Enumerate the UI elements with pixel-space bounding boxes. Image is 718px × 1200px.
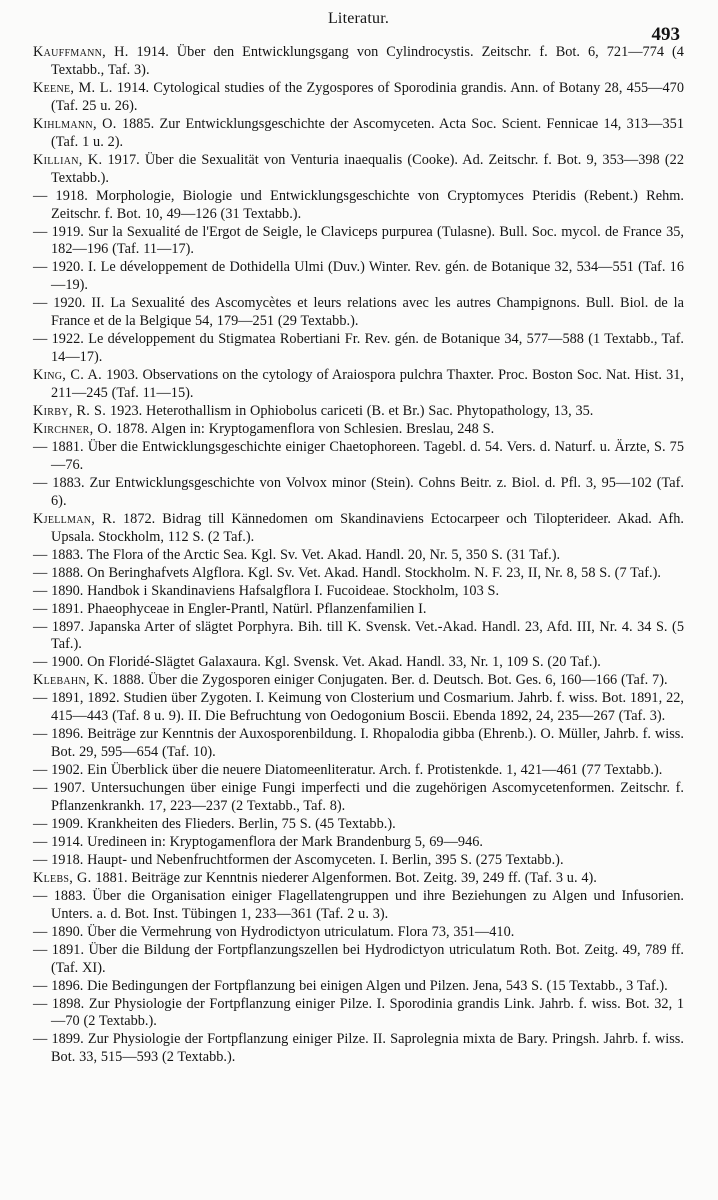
reference-entry (33, 816, 684, 834)
reference-entry (33, 475, 684, 511)
reference-text: 1888. Über die Zygosporen einiger Conjugaten. Ber. d. Deutsch. Bot. Ges. 6, 160—166 (Taf. 7). (108, 672, 668, 689)
reference-text: — 1891. Über die Bildung der Fortpflanzungszellen bei Hydrodictyon utriculatum Roth. Bot. Zeitg. 49, 789 ff. (Taf. XI). (33, 941, 684, 976)
reference-entry (33, 224, 684, 260)
reference-author: Killian, K. (33, 151, 103, 168)
reference-text: — 1914. Uredineen in: Kryptogamenflora der Mark Brandenburg 5, 69—946. (33, 833, 484, 850)
reference-text: — 1890. Über die Vermehrung von Hydrodictyon utriculatum. Flora 73, 351—410. (33, 923, 515, 940)
reference-entry (33, 403, 684, 421)
reference-text: 1872. Bidrag till Kännedomen om Skandinaviens Ectocarpeer och Tilopterideer. Akad. Afh. Upsala. Stockholm, 112 S. (2 Taf.). (51, 510, 684, 545)
reference-text: — 1900. On Floridé-Slägtet Galaxaura. Kgl. Svensk. Vet. Akad. Handl. 33, Nr. 1, 109 S. (20 Taf.). (33, 654, 601, 671)
reference-author: Kauffmann, H. (33, 44, 129, 60)
reference-entry (33, 547, 684, 565)
reference-entry (33, 654, 684, 672)
page-header (33, 0, 684, 44)
reference-text: — 1891, 1892. Studien über Zygoten. I. Keimung von Closterium und Cosmarium. Jahrb. f. wiss. Bot. 1891, 22, 415—443 (Taf. 8 u. 9). II. Die Befruchtung von Oedogonium Boscii. Ebenda 1892, 24, 235—267 (Taf. 3). (33, 690, 684, 725)
reference-text: — 1896. Die Bedingungen der Fortpflanzung bei einigen Algen und Pilzen. Jena, 543 S. (15 Textabb., 3 Taf.). (33, 977, 668, 994)
reference-text: — 1922. Le développement du Stigmatea Robertiani Fr. Rev. gén. de Botanique 34, 577—588 (1 Textabb., Taf. 14—17). (33, 331, 684, 366)
reference-entry (33, 942, 684, 978)
reference-entry (33, 188, 684, 224)
reference-text: 1885. Zur Entwicklungsgeschichte der Ascomyceten. Acta Soc. Scient. Fennicae 14, 313—351 (Taf. 1 u. 2). (51, 115, 684, 150)
reference-text: 1878. Algen in: Kryptogamenflora von Schlesien. Breslau, 248 S. (111, 421, 495, 438)
reference-entry (33, 619, 684, 655)
reference-text: — 1881. Über die Entwicklungsgeschichte einiger Chaetophoreen. Tagebl. d. 54. Vers. d. Naturf. u. Ärzte, S. 75—76. (33, 438, 684, 473)
reference-entry (33, 978, 684, 996)
reference-text: 1881. Beiträge zur Kenntnis niederer Algenformen. Bot. Zeitg. 39, 249 ff. (Taf. 3 u. 4). (91, 869, 597, 886)
reference-text: — 1918. Haupt- und Nebenfruchtformen der Ascomyceten. I. Berlin, 395 S. (275 Textabb.). (33, 851, 564, 868)
reference-text: — 1896. Beiträge zur Kenntnis der Auxosporenbildung. I. Rhopalodia gibba (Ehrenb.). O. Müller, Jahrb. f. wiss. Bot. 29, 595—654 (Taf. 10). (33, 726, 684, 761)
reference-author: Klebahn, K. (33, 672, 109, 689)
reference-text: — 1920. I. Le développement de Dothidella Ulmi (Duv.) Winter. Rev. gén. de Botanique 32, 534—551 (Taf. 16—19). (33, 259, 684, 294)
reference-author: Keene, M. L. (33, 79, 113, 96)
reference-entry (33, 565, 684, 583)
reference-text: 1903. Observations on the cytology of Araiospora pulchra Thaxter. Proc. Boston Soc. Nat. Hist. 31, 211—245 (Taf. 11—15). (51, 367, 684, 402)
reference-author: Kihlmann, O. (33, 115, 117, 132)
reference-entry (33, 834, 684, 852)
page-number: 493 (651, 24, 680, 45)
reference-entry (33, 1031, 684, 1067)
reference-entry (33, 996, 684, 1032)
reference-text: — 1883. Zur Entwicklungsgeschichte von Volvox minor (Stein). Cohns Beitr. z. Biol. d. Pfl. 3, 95—102 (Taf. 6). (33, 474, 684, 509)
reference-entry (33, 780, 684, 816)
reference-text: 1923. Heterothallism in Ophiobolus cariceti (B. et Br.) Sac. Phytopathology, 13, 35. (106, 403, 594, 420)
reference-entry (33, 601, 684, 619)
reference-entry (33, 672, 684, 690)
reference-text: — 1919. Sur la Sexualité de l'Ergot de Seigle, le Claviceps purpurea (Tulasne). Bull. Soc. mycol. de France 35, 182—196 (Taf. 11—17). (33, 223, 684, 258)
reference-entry (33, 439, 684, 475)
reference-entry (33, 152, 684, 188)
reference-text: — 1897. Japanska Arter of slägtet Porphyra. Bih. till K. Svensk. Vet.-Akad. Handl. 23, Afd. III, Nr. 4. 34 S. (5 Taf.). (33, 618, 684, 653)
reference-text: — 1899. Zur Physiologie der Fortpflanzung einiger Pilze. II. Saprolegnia mixta de Bary. Pringsh. Jahrb. f. wiss. Bot. 33, 515—593 (2 Textabb.). (33, 1031, 684, 1066)
reference-entry (33, 259, 684, 295)
reference-entry (33, 44, 684, 80)
reference-text: — 1891. Phaeophyceae in Engler-Prantl, Natürl. Pflanzenfamilien I. (33, 600, 427, 617)
reference-text: 1914. Cytological studies of the Zygospores of Sporodinia grandis. Ann. of Botany 28, 455—470 (Taf. 25 u. 26). (51, 79, 684, 114)
reference-entry (33, 80, 684, 116)
reference-author: Kirby, R. S. (33, 403, 107, 420)
reference-entry (33, 726, 684, 762)
reference-entry (33, 116, 684, 152)
reference-entry (33, 511, 684, 547)
reference-entry (33, 924, 684, 942)
running-title: Literatur. (327, 10, 390, 27)
reference-text: — 1920. II. La Sexualité des Ascomycètes et leurs relations avec les autres Champignons. Bull. Biol. de la France et de la Belgique 54, 179—251 (29 Textabb.). (33, 295, 684, 330)
reference-author: King, C. A. (33, 367, 102, 384)
reference-list (33, 44, 684, 1067)
reference-entry (33, 331, 684, 367)
reference-text: 1914. Über den Entwicklungsgang von Cylindrocystis. Zeitschr. f. Bot. 6, 721—774 (4 Textabb., Taf. 3). (51, 44, 684, 78)
reference-entry (33, 690, 684, 726)
reference-text: — 1902. Ein Überblick über die neuere Diatomeenliteratur. Arch. f. Protistenkde. 1, 421—461 (77 Textabb.). (33, 762, 663, 779)
reference-text: — 1888. On Beringhafvets Algflora. Kgl. Sv. Vet. Akad. Handl. Stockholm. N. F. 23, II, Nr. 8, 58 S. (7 Taf.). (33, 564, 662, 581)
reference-entry (33, 852, 684, 870)
reference-author: Kirchner, O. (33, 421, 112, 438)
reference-text: — 1883. Über die Organisation einiger Flagellatengruppen und ihre Beziehungen zu Algen und Infusorien. Unters. a. d. Bot. Inst. Tübingen 1, 233—361 (Taf. 2 u. 3). (33, 887, 684, 922)
reference-text: — 1909. Krankheiten des Flieders. Berlin, 75 S. (45 Textabb.). (33, 815, 396, 832)
reference-text: — 1890. Handbok i Skandinaviens Hafsalgflora I. Fucoideae. Stockholm, 103 S. (33, 582, 500, 599)
reference-text: — 1907. Untersuchungen über einige Fungi imperfecti und die zugehörigen Ascomycetenformen. Zeitschr. f. Pflanzenkrankh. 17, 223—237 (2 Textabb., Taf. 8). (33, 780, 684, 815)
reference-entry (33, 762, 684, 780)
reference-text: — 1898. Zur Physiologie der Fortpflanzung einiger Pilze. I. Sporodinia grandis Link. Jahrb. f. wiss. Bot. 32, 1—70 (2 Textabb.). (33, 995, 684, 1030)
reference-author: Klebs, G. (33, 869, 92, 886)
reference-text: — 1918. Morphologie, Biologie und Entwicklungsgeschichte von Cryptomyces Pteridis (Rebent.) Rehm. Zeitschr. f. Bot. 10, 49—126 (31 Textabb.). (33, 187, 684, 222)
reference-entry (33, 421, 684, 439)
reference-entry (33, 583, 684, 601)
reference-entry (33, 870, 684, 888)
reference-entry (33, 367, 684, 403)
reference-author: Kjellman, R. (33, 510, 116, 527)
reference-text: — 1883. The Flora of the Arctic Sea. Kgl. Sv. Vet. Akad. Handl. 20, Nr. 5, 350 S. (31 Taf.). (33, 546, 561, 563)
reference-entry (33, 888, 684, 924)
reference-entry (33, 295, 684, 331)
reference-text: 1917. Über die Sexualität von Venturia inaequalis (Cooke). Ad. Zeitschr. f. Bot. 9, 353—398 (22 Textabb.). (51, 151, 684, 186)
